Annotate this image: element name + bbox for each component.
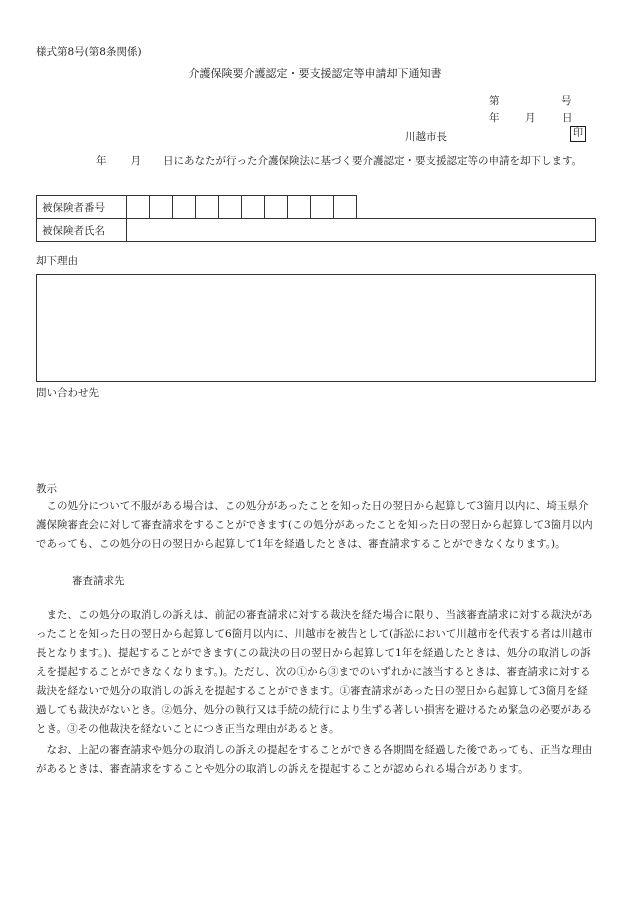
form-number: 様式第8号(第8条関係) xyxy=(36,46,142,58)
instruction-heading: 教示 xyxy=(36,483,57,495)
insured-name-label: 被保険者氏名 xyxy=(37,219,127,242)
instruction-paragraph-1: この処分について不服がある場合は、この処分があったことを知った日の翌日から起算して3箇月以内に、埼玉県介護保険審査会に対して審査請求をすることができます(この処分があったことを知った日の翌日から起算して3箇月以内であっても、この処分の日の翌日から起算して1年を経過したときは、審査請求することができなくなります。)。 xyxy=(36,500,593,550)
insured-number-digit-9[interactable] xyxy=(311,196,334,219)
date-year-label: 年 xyxy=(489,112,500,124)
insured-number-digit-4[interactable] xyxy=(196,196,219,219)
insured-number-digit-3[interactable] xyxy=(173,196,196,219)
insured-number-digit-7[interactable] xyxy=(265,196,288,219)
intro-statement xyxy=(36,152,600,171)
insured-name-field[interactable] xyxy=(127,219,596,242)
insured-number-digit-6[interactable] xyxy=(242,196,265,219)
number-suffix: 号 xyxy=(561,95,572,107)
date-month-label: 月 xyxy=(525,112,536,124)
insured-number-row xyxy=(37,196,596,219)
insured-number-digit-5[interactable] xyxy=(219,196,242,219)
number-prefix: 第 xyxy=(489,95,500,107)
insured-number-label: 被保険者番号 xyxy=(37,196,127,219)
instruction-paragraph-3: なお、上記の審査請求や処分の取消しの訴えの提起をすることができる各期間を経過した後であっても、正当な理由があるときは、審査請求をすることや処分の取消しの訴えを提起することが認められる場合があります。 xyxy=(36,744,593,775)
intro-month-label: 月 xyxy=(130,155,141,167)
insured-number-digit-2[interactable] xyxy=(150,196,173,219)
intro-year-label: 年 xyxy=(96,155,107,167)
intro-text: 日にあなたが行った介護保険法に基づく要介護認定・要支援認定等の申請を却下します。 xyxy=(163,155,583,167)
insured-number-digit-1[interactable] xyxy=(127,196,150,219)
reason-label: 却下理由 xyxy=(36,255,78,267)
insured-number-digit-10[interactable] xyxy=(334,196,357,219)
insured-info-table xyxy=(36,195,596,242)
instruction-paragraph-2: また、この処分の取消しの訴えは、前記の審査請求に対する裁決を経た場合に限り、当該審査請求に対する裁決があったことを知った日の翌日から起算して6箇月以内に、川越市を被告として(訴訟において川越市を代表する者は川越市長となります。)、提起することができます(この裁決の日の翌日から起算して1年を経過したときは、処分の取消しの訴えを提起することができなくなります。)。ただし、次の①から③までのいずれかに該当するときは、審査請求に対する裁決を経ないで処分の取消しの訴えを提起することができます。①審査請求があった日の翌日から起算して3箇月を経過しても裁決がないとき。②処分、処分の執行又は手続の続行により生ずる著しい損害を避けるため緊急の必要があるとき。③その他裁決を経ないことにつき正当な理由があるとき。 xyxy=(36,609,593,735)
review-destination-label: 審査請求先 xyxy=(72,575,125,587)
document-title: 介護保険要介護認定・要支援認定等申請却下通知書 xyxy=(188,67,442,80)
date-day-label: 日 xyxy=(562,112,573,124)
insured-name-row xyxy=(37,219,596,242)
issuer-name: 川越市長 xyxy=(405,131,447,143)
insured-number-digit-8[interactable] xyxy=(288,196,311,219)
seal-mark: 印 xyxy=(570,126,586,142)
contact-label: 問い合わせ先 xyxy=(36,387,99,399)
reason-field[interactable] xyxy=(36,274,596,382)
